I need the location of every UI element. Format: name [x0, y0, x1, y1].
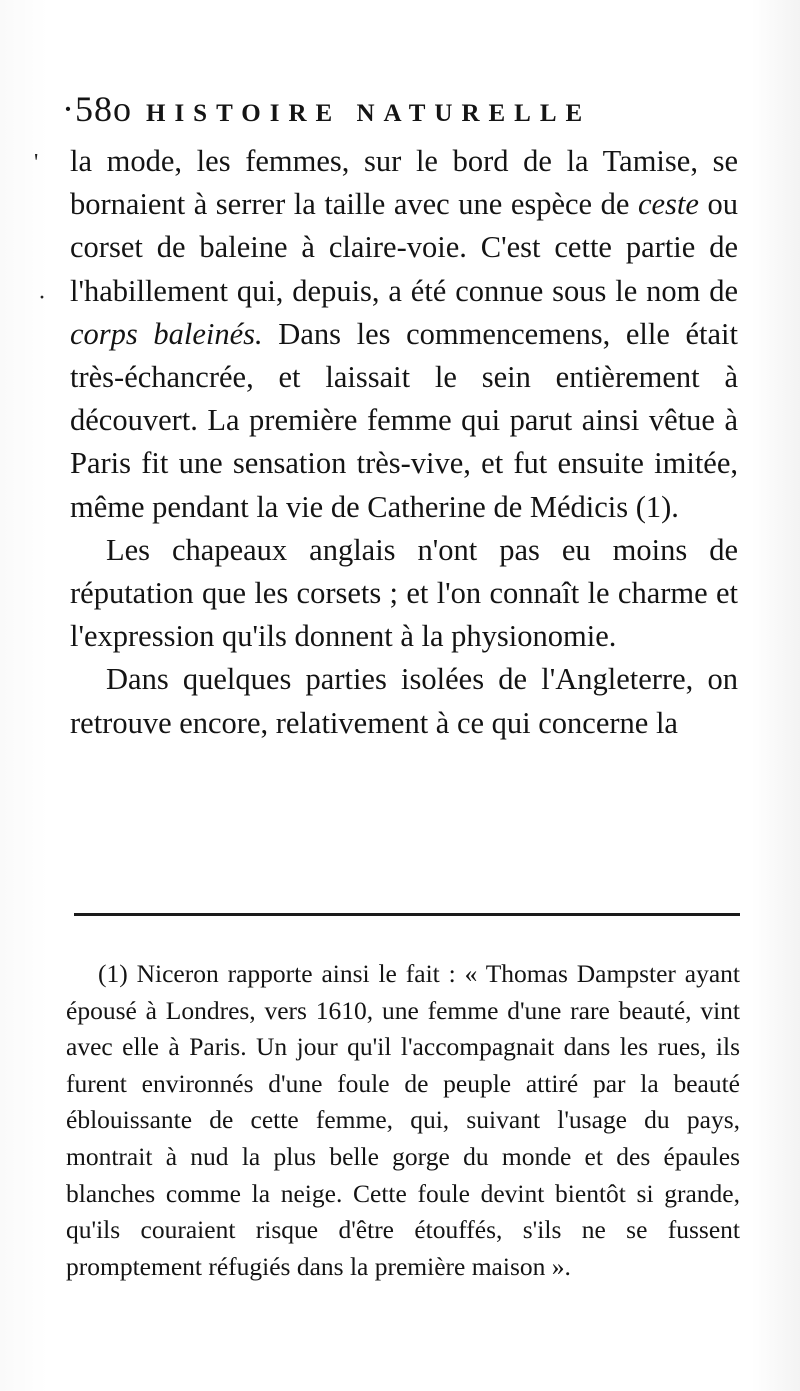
- running-title: HISTOIRE NATURELLE: [146, 100, 592, 127]
- text-run: la mode, les femmes, sur le bord de la Tamise, se bornaient à serrer la taille avec une espèce de: [70, 144, 738, 222]
- footnote-text: (1) Niceron rapporte ainsi le fait : « Thomas Dampster ayant épousé à Londres, vers 1610, une femme d'une rare beauté, vint avec elle à Paris. Un jour qu'il l'accompagnait dans les rues, ils furent environnés d'une foule de peuple attiré par la beauté éblouissante de cette femme, qui, suivant l'usage du pays, montrait à nud la plus belle gorge du monde et des épaules blanches comme la neige. Cette foule devint bientôt si grande, qu'ils couraient risque d'être étouffés, s'ils ne se fussent promptement réfugiés dans la première maison ».: [66, 959, 740, 1281]
- footnote: [66, 956, 740, 1285]
- page-number: ·58o: [62, 89, 132, 129]
- italic-term: corps baleinés.: [70, 316, 263, 351]
- italic-term: ceste: [637, 187, 699, 222]
- margin-mark: ': [34, 150, 39, 176]
- footnote-divider: [74, 913, 740, 916]
- paragraph: Dans quelques parties isolées de l'Angleterre, on retrouve encore, relativement à ce qui concerne la: [70, 662, 738, 740]
- margin-mark: ·: [38, 285, 46, 311]
- main-text: [70, 140, 738, 745]
- paragraph: Les chapeaux anglais n'ont pas eu moins de réputation que les corsets ; et l'on connaît le charme et l'expression qu'ils donnent à la physionomie.: [70, 532, 738, 654]
- page-header: [62, 88, 742, 138]
- text-run: Dans les commencemens, elle était très-échancrée, et laissait le sein entièrement à découvert. La première femme qui parut ainsi vêtue à Paris fit une sensation très-vive, et fut ensuite imitée, même pendant la vie de Catherine de Médicis (1).: [70, 316, 738, 524]
- text-run: ou corset de baleine à claire-voie. C'est cette partie de l'habillement qui, depuis, a été connue sous le nom de: [70, 187, 738, 308]
- paragraph: [70, 140, 738, 529]
